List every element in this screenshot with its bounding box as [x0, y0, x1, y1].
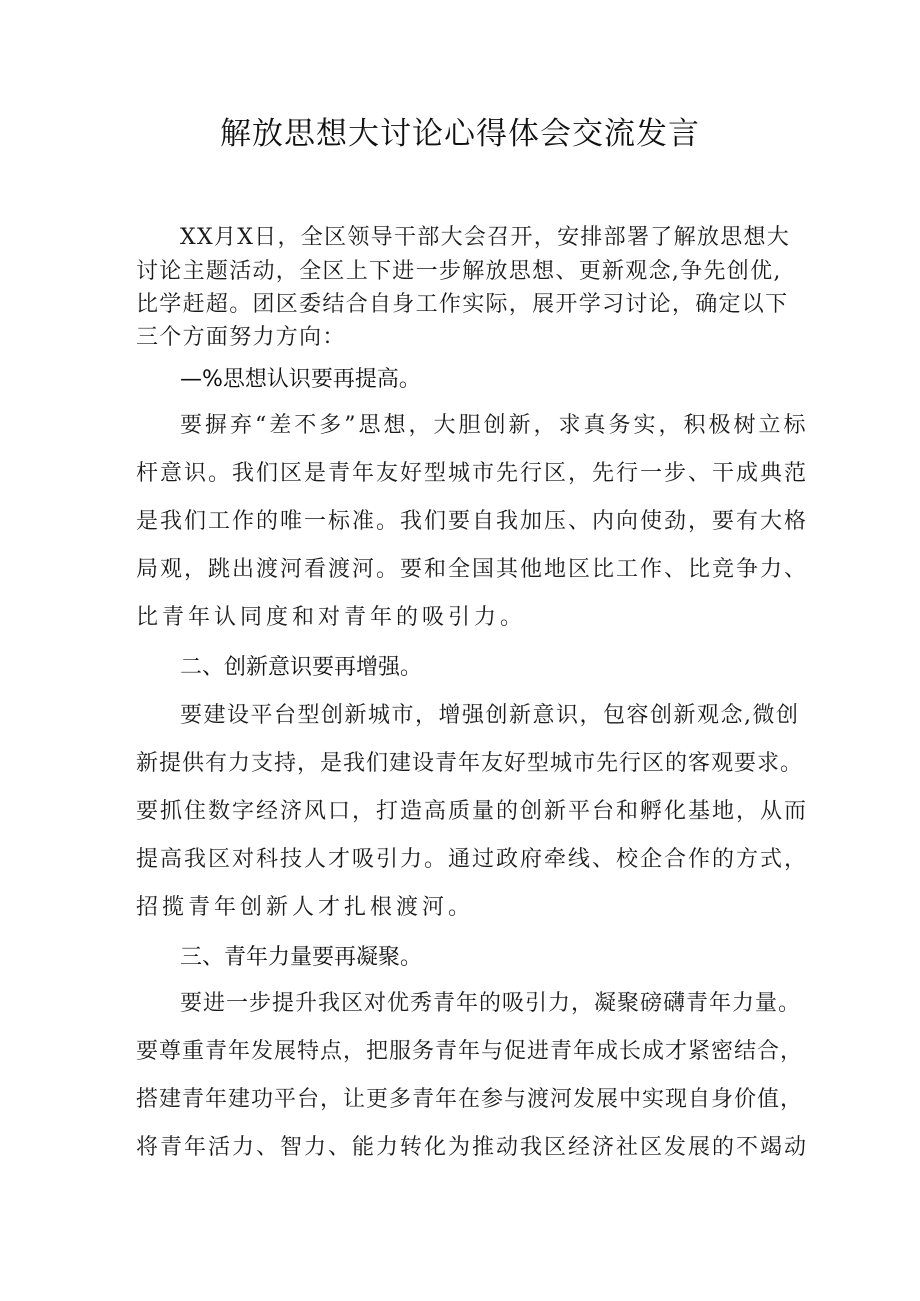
- section-3-line-4: 将青年活力、智力、能力转化为推动我区经济社区发展的不竭动: [136, 1135, 809, 1160]
- section-1-line-1: 要摒弃“差不多”思想，大胆创新，求真务实，积极树立标: [180, 413, 809, 438]
- section-1-heading: —%思想认识要再提高。: [180, 367, 421, 392]
- section-2-line-3: 要抓住数字经济风口，打造高质量的创新平台和孵化基地，从而: [136, 799, 809, 824]
- section-1-line-2: 杆意识。我们区是青年友好型城市先行区，先行一步、干成典范: [136, 461, 809, 486]
- intro-line-1: XX月X日，全区领导干部大会召开，安排部署了解放思想大: [180, 225, 791, 250]
- section-2-heading: 二、创新意识要再增强。: [180, 655, 423, 680]
- section-2-line-2: 新提供有力支持，是我们建设青年友好型城市先行区的客观要求。: [136, 751, 804, 776]
- section-2-line-1: 要建设平台型创新城市，增强创新意识，包容创新观念,微创: [180, 703, 800, 728]
- intro-line-4: 三个方面努力方向：: [136, 325, 346, 350]
- section-1-line-4: 局观，跳出渡河看渡河。要和全国其他地区比工作、比竞争力、: [136, 557, 809, 582]
- section-3-line-2: 要尊重青年发展特点，把服务青年与促进青年成长成才紧密结合，: [136, 1039, 804, 1064]
- section-3-heading: 三、青年力量要再凝聚。: [180, 945, 423, 970]
- section-3-line-1: 要进一步提升我区对优秀青年的吸引力，凝聚磅礴青年力量。: [180, 991, 802, 1016]
- intro-line-2: 讨论主题活动，全区上下进一步解放思想、更新观念,争先创优,: [136, 259, 782, 284]
- document-title: 解放思想大讨论心得体会交流发言: [220, 116, 700, 152]
- section-2-line-5: 招揽青年创新人才扎根渡河。: [136, 895, 475, 920]
- section-3-line-3: 搭建青年建功平台，让更多青年在参与渡河发展中实现自身价值，: [136, 1087, 804, 1112]
- intro-line-3: 比学赶超。团区委结合自身工作实际，展开学习讨论，确定以下: [136, 292, 789, 317]
- section-1-line-5: 比青年认同度和对青年的吸引力。: [136, 605, 527, 630]
- section-1-line-3: 是我们工作的唯一标准。我们要自我加压、内向使劲，要有大格: [136, 509, 809, 534]
- section-2-line-4: 提高我区对科技人才吸引力。通过政府牵线、校企合作的方式，: [136, 847, 809, 872]
